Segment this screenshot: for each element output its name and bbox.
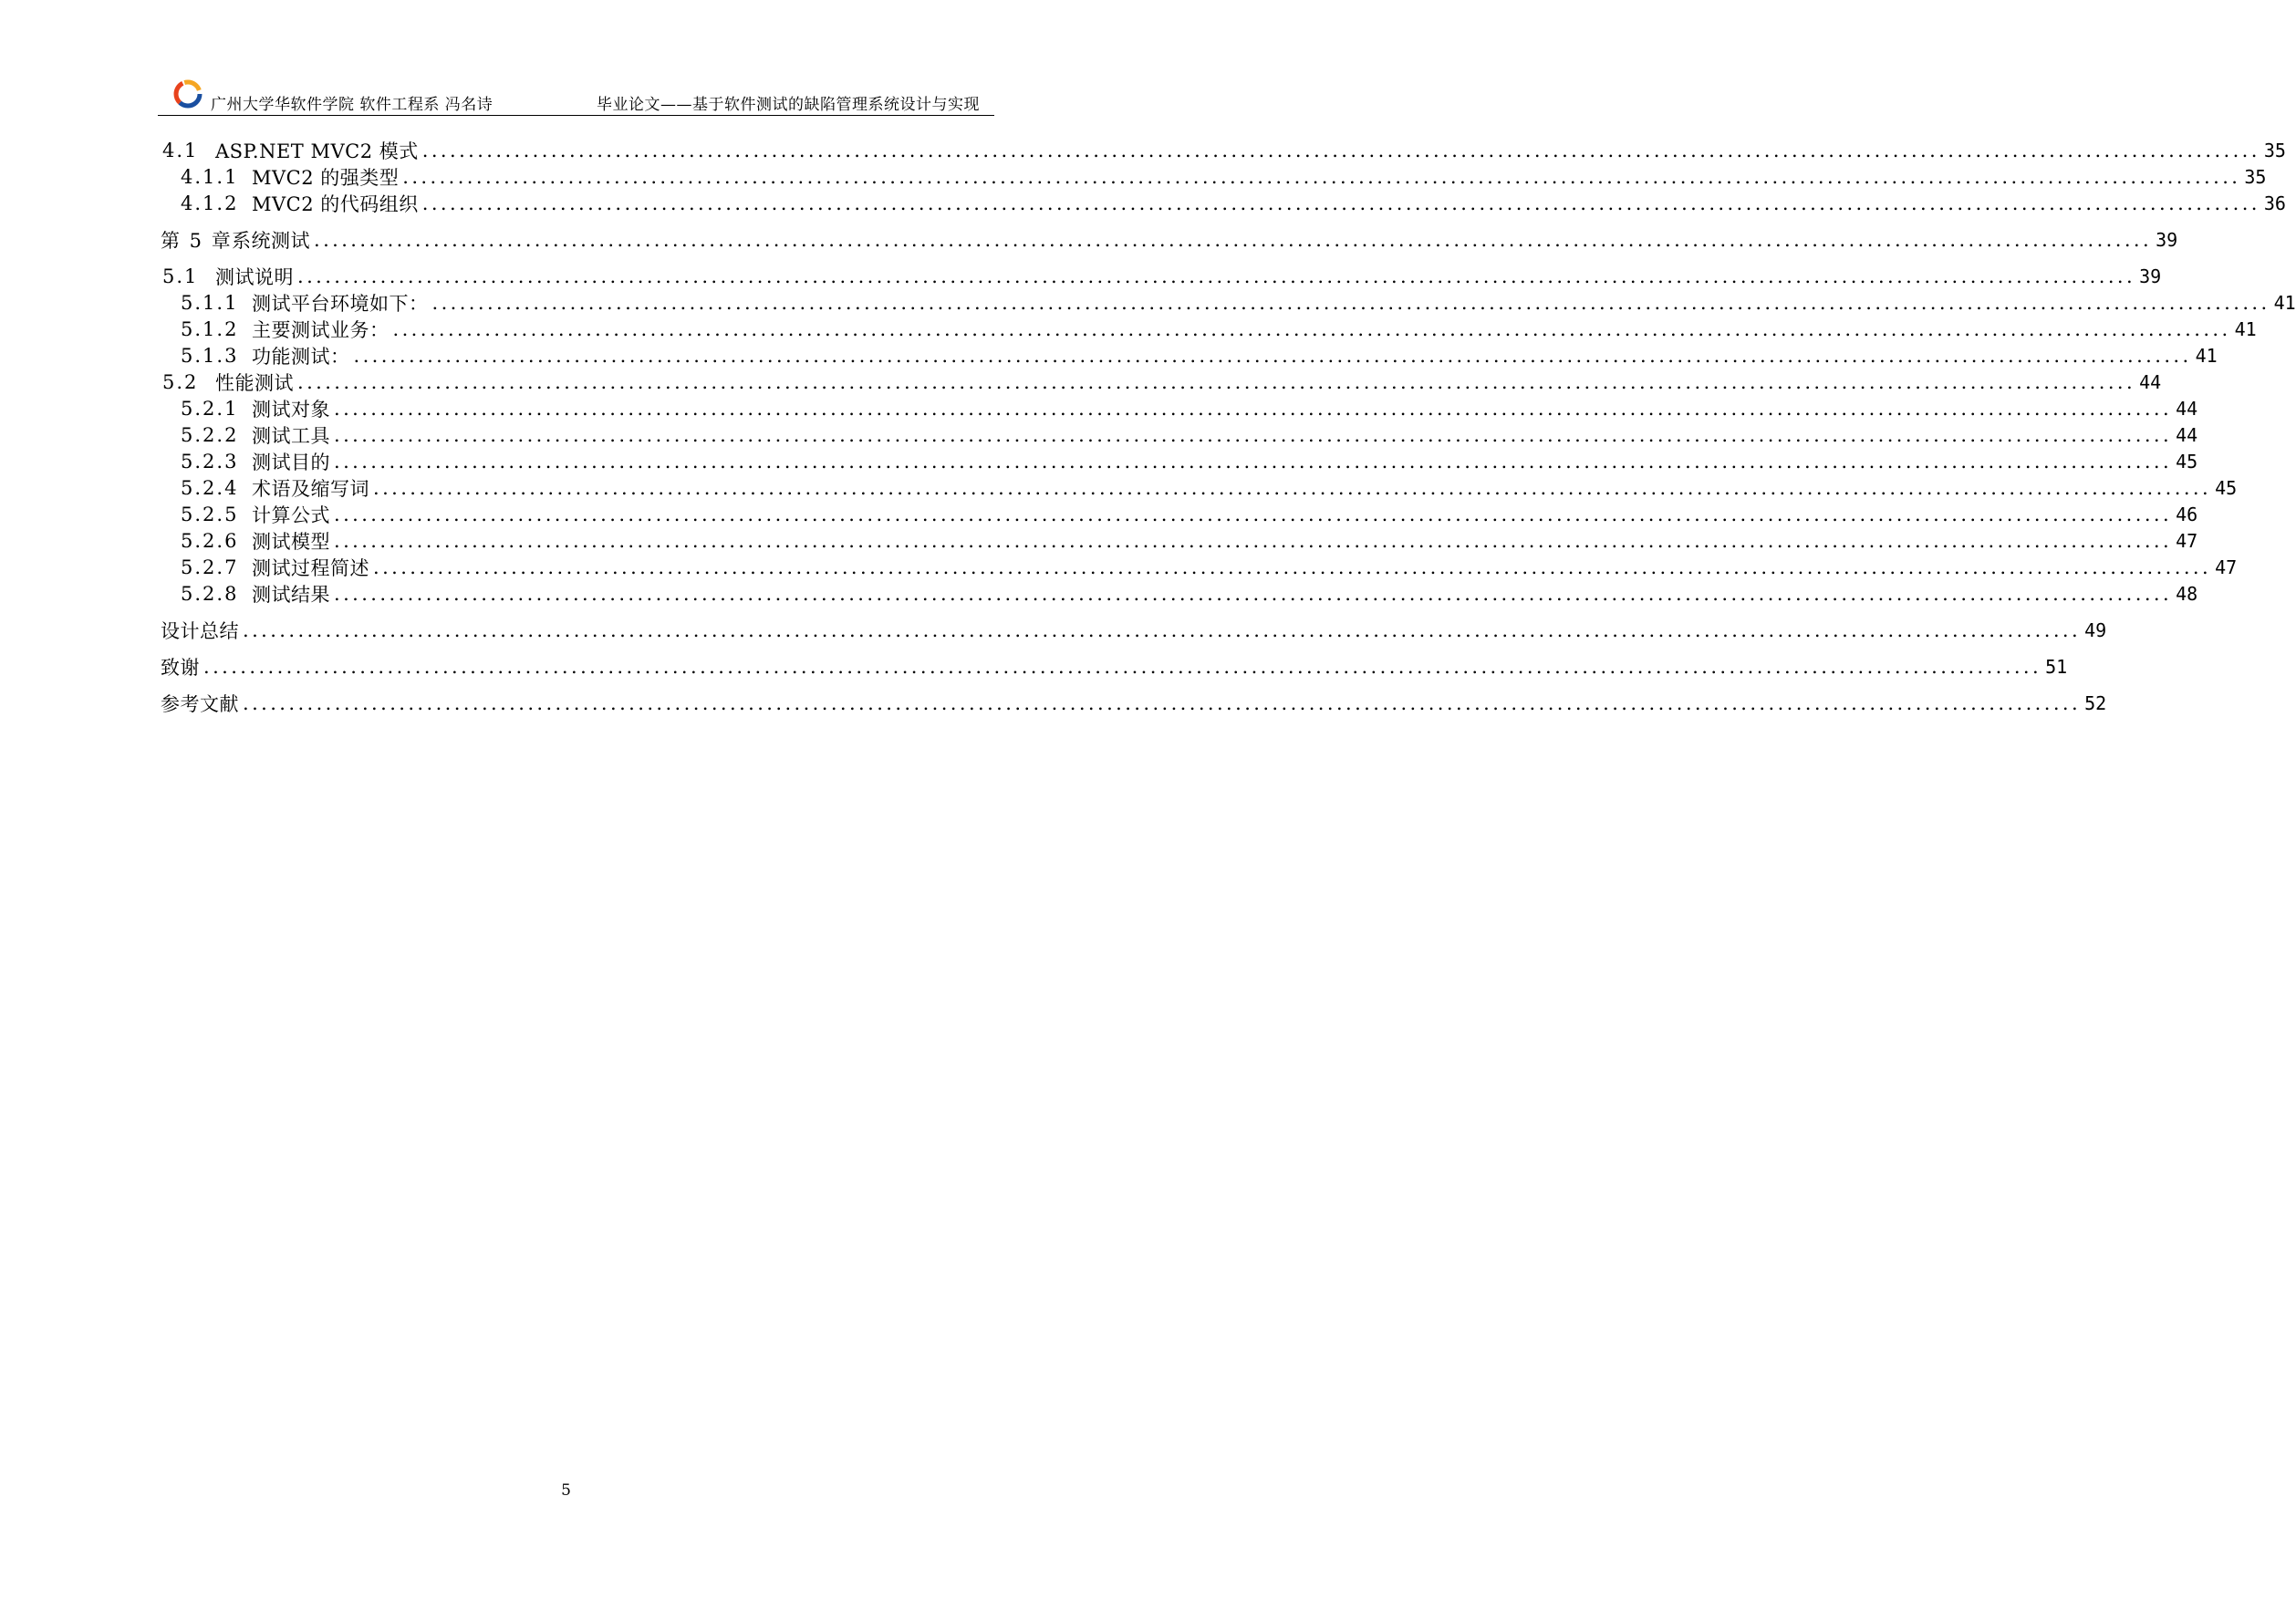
toc-entry-number: 4.1.1 <box>181 166 239 188</box>
toc-entry-page: 44 <box>2176 424 2198 446</box>
toc-entry-page: 41 <box>2195 345 2218 367</box>
toc-entry-number: 4.1.2 <box>181 192 239 214</box>
toc-dot-leader: ........................................................................................................................................................................................................ <box>392 318 2231 340</box>
toc-entry-title: 测试结果 <box>252 584 330 606</box>
toc-entry[interactable] <box>161 226 2178 254</box>
toc-entry-page: 46 <box>2176 504 2198 525</box>
toc-entry-page: 41 <box>2234 318 2257 340</box>
toc-entry-title: 致谢 <box>161 657 200 679</box>
toc-entry-number: 5.1.3 <box>181 345 239 367</box>
college-logo-icon <box>172 78 203 109</box>
toc-dot-leader: ........................................................................................................................................................................................................ <box>373 556 2212 578</box>
toc-dot-leader: ........................................................................................................................................................................................................ <box>353 345 2192 367</box>
toc-dot-leader: ........................................................................................................................................................................................................ <box>243 619 2082 641</box>
toc-entry-title: 测试目的 <box>252 452 330 473</box>
toc-entry-number: 5.2.6 <box>181 530 239 552</box>
toc-entry-title: 测试说明 <box>215 266 294 288</box>
toc-entry[interactable] <box>162 137 2286 164</box>
toc-entry-title: 测试模型 <box>252 531 330 553</box>
toc-entry-title: 性能测试 <box>215 372 294 394</box>
toc-entry-title: 计算公式 <box>252 504 330 526</box>
toc-entry-page: 45 <box>2215 477 2238 499</box>
toc-entry-number: 5.2.1 <box>181 398 239 420</box>
toc-entry-page: 51 <box>2045 656 2068 678</box>
toc-entry-title: 术语及缩写词 <box>252 478 369 500</box>
toc-entry-number: 5.1 <box>162 265 199 287</box>
toc-entry-page: 44 <box>2176 398 2198 420</box>
toc-entry[interactable] <box>181 289 2296 317</box>
toc-entry[interactable] <box>181 474 2238 502</box>
toc-entry-page: 47 <box>2215 556 2238 578</box>
toc-entry-title: 测试对象 <box>252 399 330 421</box>
toc-entry[interactable] <box>161 617 2107 644</box>
toc-entry-title: 测试平台环境如下： <box>252 293 429 315</box>
toc-entry[interactable] <box>162 369 2162 396</box>
header-author-info: 广州大学华软件学院 软件工程系 冯名诗 <box>211 96 493 114</box>
toc-entry-page: 35 <box>2244 166 2267 188</box>
toc-entry-number: 5.2 <box>162 371 199 393</box>
toc-entry-number: 5.2.3 <box>181 451 239 473</box>
toc-dot-leader: ........................................................................................................................................................................................................ <box>334 451 2173 473</box>
toc-entry-title: 系统测试 <box>232 230 310 252</box>
toc-dot-leader: ........................................................................................................................................................................................................ <box>431 292 2270 314</box>
toc-dot-leader: ........................................................................................................................................................................................................ <box>314 229 2153 251</box>
toc-entry-number: 5.2.7 <box>181 556 239 578</box>
toc-entry-page: 36 <box>2263 192 2286 214</box>
toc-entry[interactable] <box>181 316 2257 343</box>
toc-dot-leader: ........................................................................................................................................................................................................ <box>203 656 2042 678</box>
toc-entry-title: 设计总结 <box>161 620 239 642</box>
toc-entry[interactable] <box>181 448 2198 475</box>
toc-entry-page: 39 <box>2139 265 2162 287</box>
toc-dot-leader: ........................................................................................................................................................................................................ <box>334 530 2173 552</box>
toc-entry[interactable] <box>161 690 2107 717</box>
toc-entry[interactable] <box>181 342 2218 369</box>
toc-entry-title: 测试过程简述 <box>252 557 369 579</box>
toc-entry-number: 5.1.2 <box>181 318 239 340</box>
toc-entry-page: 45 <box>2176 451 2198 473</box>
toc-dot-leader: ........................................................................................................................................................................................................ <box>243 692 2082 714</box>
header-thesis-title: 毕业论文——基于软件测试的缺陷管理系统设计与实现 <box>597 96 980 114</box>
toc-dot-leader: ........................................................................................................................................................................................................ <box>334 398 2173 420</box>
toc-entry[interactable] <box>181 190 2286 217</box>
toc-entry[interactable] <box>181 395 2198 422</box>
toc-entry-number: 5.2.8 <box>181 583 239 605</box>
page-header <box>158 78 994 116</box>
toc-entry-number: 5.1.1 <box>181 292 239 314</box>
toc-entry[interactable] <box>181 554 2238 581</box>
toc-entry-title: 参考文献 <box>161 693 239 715</box>
toc-entry-page: 48 <box>2176 583 2198 605</box>
toc-entry-page: 49 <box>2084 619 2107 641</box>
toc-dot-leader: ........................................................................................................................................................................................................ <box>373 477 2212 499</box>
toc-entry[interactable] <box>161 653 2068 681</box>
toc-entry[interactable] <box>181 163 2267 191</box>
toc-entry-title: MVC2 的代码组织 <box>252 193 419 215</box>
toc-entry-number: 5.2.4 <box>181 477 239 499</box>
toc-entry-page: 44 <box>2139 371 2162 393</box>
toc-dot-leader: ........................................................................................................................................................................................................ <box>334 424 2173 446</box>
toc-entry-title: MVC2 的强类型 <box>252 167 400 189</box>
toc-entry-number: 5.2.2 <box>181 424 239 446</box>
toc-dot-leader: ........................................................................................................................................................................................................ <box>297 371 2136 393</box>
toc-entry-number: 第 5 章 <box>161 230 233 252</box>
toc-dot-leader: ........................................................................................................................................................................................................ <box>402 166 2241 188</box>
toc-entry[interactable] <box>181 527 2198 555</box>
toc-entry-page: 39 <box>2156 229 2178 251</box>
toc-entry[interactable] <box>181 421 2198 449</box>
toc-entry-number: 4.1 <box>162 140 199 161</box>
toc-entry-page: 35 <box>2263 140 2286 161</box>
toc-entry-page: 41 <box>2273 292 2296 314</box>
toc-entry-title: 主要测试业务： <box>252 319 390 341</box>
page-number: 5 <box>561 1481 571 1500</box>
toc-entry[interactable] <box>181 501 2198 528</box>
toc-entry[interactable] <box>181 580 2198 608</box>
toc-entry-title: 测试工具 <box>252 425 330 447</box>
toc-dot-leader: ........................................................................................................................................................................................................ <box>334 504 2173 525</box>
toc-entry[interactable] <box>162 263 2162 290</box>
toc-entry-page: 52 <box>2084 692 2107 714</box>
toc-dot-leader: ........................................................................................................................................................................................................ <box>334 583 2173 605</box>
toc-dot-leader: ........................................................................................................................................................................................................ <box>421 140 2260 161</box>
toc-dot-leader: ........................................................................................................................................................................................................ <box>297 265 2136 287</box>
toc-entry-title: 功能测试： <box>252 346 350 368</box>
toc-entry-page: 47 <box>2176 530 2198 552</box>
toc-entry-title: ASP.NET MVC2 模式 <box>215 140 419 162</box>
toc-entry-number: 5.2.5 <box>181 504 239 525</box>
toc-dot-leader: ........................................................................................................................................................................................................ <box>421 192 2260 214</box>
